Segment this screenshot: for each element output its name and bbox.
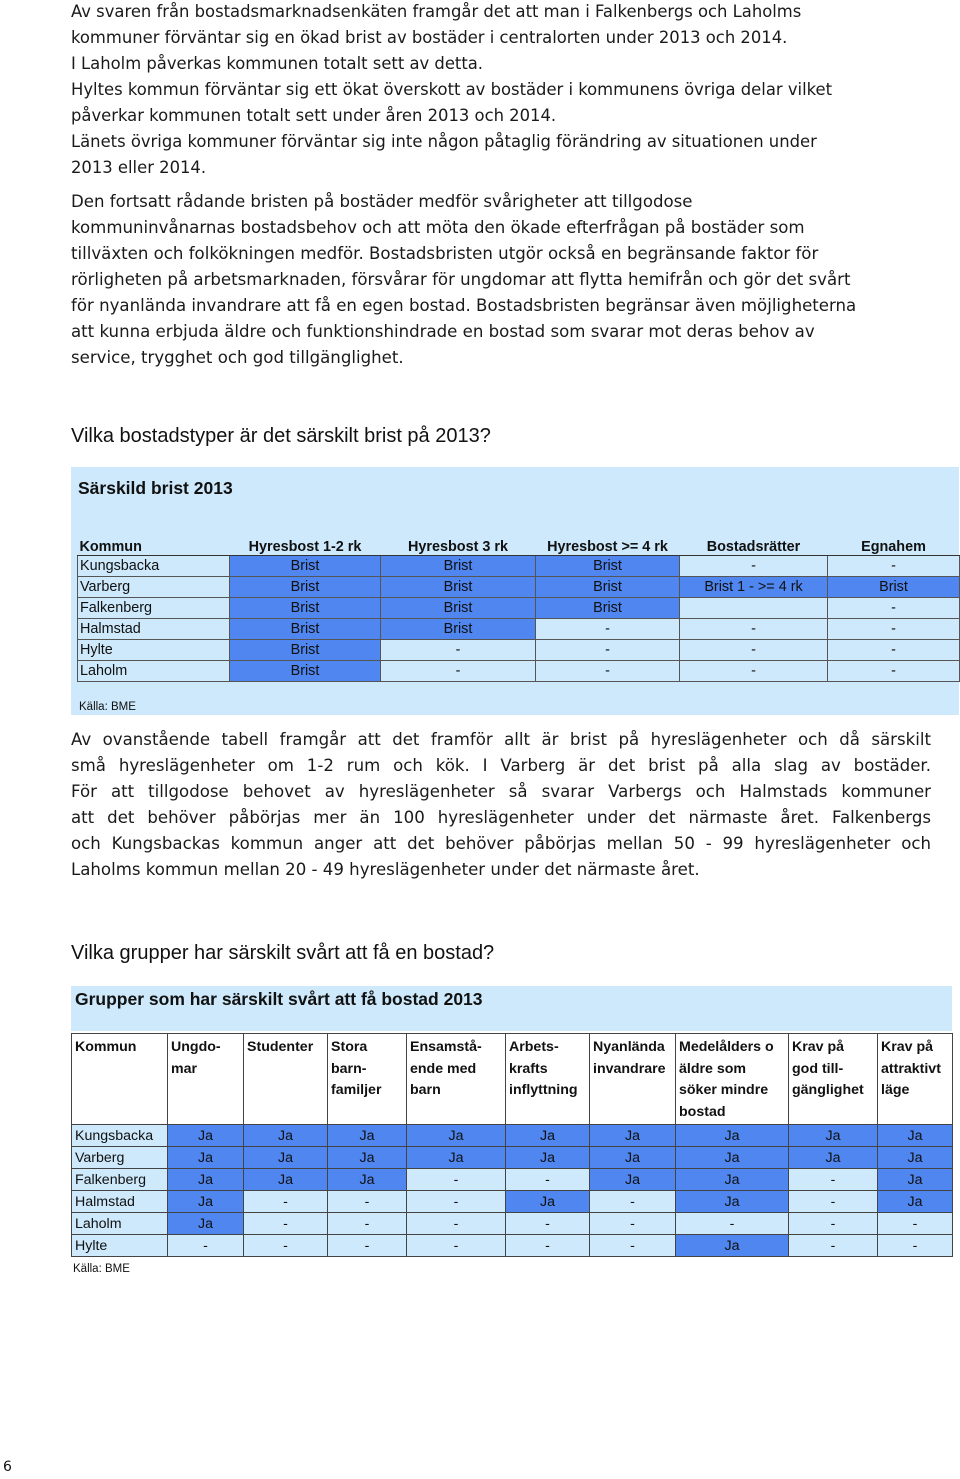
groups-table [71,1033,953,1257]
table2-cell: - [590,1213,676,1235]
table1-cell: Brist [381,577,536,598]
table2-cell: - [878,1213,953,1235]
text-line: att kunna erbjuda äldre och funktionshindrade en bostad som svarar mot deras behov av [71,322,815,341]
table2-cell: - [407,1169,506,1191]
table2-header-cell: Kommun [72,1034,168,1125]
text-line: kommuninvånarnas bostadsbehov och att möta den ökade efterfrågan på bostäder som [71,218,805,237]
table2-source: Källa: BME [73,1263,130,1275]
text-line: tillväxten och folkökningen medför. Bostadsbristen utgör också en begränsande faktor för [71,244,819,263]
table-row [78,577,960,598]
table2-cell: - [328,1191,407,1213]
table-row [72,1235,953,1257]
table1-cell [680,598,828,619]
kommun-cell: Varberg [78,577,230,598]
table1-cell: - [828,640,960,661]
table2-cell: - [506,1213,590,1235]
kommun-cell: Kungsbacka [72,1125,168,1147]
table2-cell: Ja [328,1125,407,1147]
table2-cell: - [676,1213,789,1235]
analysis-paragraph [71,727,931,883]
table1-header-cell: Egnahem [828,517,960,556]
kommun-cell: Falkenberg [78,598,230,619]
table2-header-cell: Stora barn- familjer [328,1034,407,1125]
table1-cell: - [536,661,680,682]
table2-cell: Ja [407,1125,506,1147]
table2-cell: Ja [506,1125,590,1147]
table1-cell: Brist [828,577,960,598]
table1-cell: - [828,619,960,640]
table1-cell: - [381,640,536,661]
table2-title: Grupper som har särskilt svårt att få bostad 2013 [75,989,483,1009]
table-row [72,1147,953,1169]
table2-cell: - [789,1213,878,1235]
shortage-table [77,517,960,682]
table2-cell: - [328,1235,407,1257]
table-row [78,661,960,682]
housing-shortage-paragraph [71,189,931,371]
table2-cell: Ja [328,1147,407,1169]
table1-cell: - [828,556,960,577]
question-groups: Vilka grupper har särskilt svårt att få en bostad? [71,942,495,964]
table2-cell: Ja [244,1125,328,1147]
table2-cell: Ja [244,1147,328,1169]
table2-cell: Ja [878,1191,953,1213]
table2-cell: Ja [590,1125,676,1147]
table2-cell: Ja [168,1191,244,1213]
table1-cell: Brist [536,598,680,619]
table1-title: Särskild brist 2013 [78,478,233,498]
table1-header-cell: Hyresbost 1-2 rk [230,517,381,556]
kommun-cell: Kungsbacka [78,556,230,577]
table2-header-cell: Studenter [244,1034,328,1125]
table1-cell: - [828,598,960,619]
table1-cell: - [680,619,828,640]
text-line: För att tillgodose behovet av hyreslägenheter så svarar Varbergs och Halmstads kommuner [71,782,931,801]
table2-cell: - [506,1169,590,1191]
table2-cell: - [506,1235,590,1257]
table1-cell: Brist [230,661,381,682]
table1-cell: - [536,640,680,661]
table2-cell: Ja [878,1147,953,1169]
text-line: Laholms kommun mellan 20 - 49 hyreslägenheter under det närmaste året. [71,860,700,879]
table2-cell: - [789,1235,878,1257]
table1-cell: - [536,619,680,640]
text-line: Hyltes kommun förväntar sig ett ökat överskott av bostäder i kommunens övriga delar vilket [71,80,833,99]
kommun-cell: Laholm [78,661,230,682]
table2-header-cell: Ungdo- mar [168,1034,244,1125]
table2-cell: - [407,1235,506,1257]
table2-cell: Ja [676,1235,789,1257]
kommun-cell: Falkenberg [72,1169,168,1191]
table1-cell: Brist [230,640,381,661]
table2-cell: Ja [168,1125,244,1147]
table-row [72,1191,953,1213]
kommun-cell: Halmstad [78,619,230,640]
table1-cell: - [381,661,536,682]
text-line: påverkar kommunen totalt sett under åren 2013 och 2014. [71,106,557,125]
page-number: 6 [3,1459,12,1475]
text-line: 2013 eller 2014. [71,158,207,177]
table2-cell: Ja [789,1125,878,1147]
table1-cell: - [828,661,960,682]
table2-cell: Ja [676,1169,789,1191]
text-line: för nyanlända invandrare att få en egen bostad. Bostadsbristen begränsar även möjligheterna [71,296,857,315]
table1-cell: Brist [381,556,536,577]
table2-cell: - [789,1191,878,1213]
table1-cell: Brist [536,577,680,598]
table2-cell: Ja [676,1191,789,1213]
table1-cell: Brist [381,619,536,640]
text-line: att det behöver påbörjas mer än 100 hyreslägenheter under det närmaste året. Falkenbergs [71,808,931,827]
table2-cell: Ja [244,1169,328,1191]
kommun-cell: Laholm [72,1213,168,1235]
table1-cell: Brist [230,577,381,598]
kommun-cell: Hylte [72,1235,168,1257]
table2-header-cell: Krav på attraktivt läge [878,1034,953,1125]
intro-paragraph [71,0,931,181]
kommun-cell: Varberg [72,1147,168,1169]
table2-cell: Ja [789,1147,878,1169]
table2-cell: Ja [328,1169,407,1191]
table2-cell: Ja [407,1147,506,1169]
kommun-cell: Hylte [78,640,230,661]
table1-cell: - [680,556,828,577]
table-row [78,598,960,619]
table2-cell: - [590,1235,676,1257]
table2-cell: Ja [676,1125,789,1147]
table2-cell: - [168,1235,244,1257]
kommun-cell: Halmstad [72,1191,168,1213]
table2-cell: - [407,1213,506,1235]
table1-cell: Brist [536,556,680,577]
table-row [72,1125,953,1147]
table-row [72,1169,953,1191]
table1-cell: - [680,661,828,682]
table2-cell: - [878,1235,953,1257]
table2-cell: - [590,1191,676,1213]
text-line: kommuner förväntar sig en ökad brist av bostäder i centralorten under 2013 och 2014. [71,28,788,47]
text-line: rörligheten på arbetsmarknaden, försvårar för ungdomar att flytta hemifrån och gör det svårt [71,270,851,289]
table2-header-cell: Medelålders o äldre som söker mindre bostad [676,1034,789,1125]
table1-cell: Brist 1 - >= 4 rk [680,577,828,598]
question-housing-types: Vilka bostadstyper är det särskilt brist på 2013? [71,425,491,447]
table2-cell: Ja [676,1147,789,1169]
table1-header-cell: Bostadsrätter [680,517,828,556]
table1-header-cell: Hyresbost 3 rk [381,517,536,556]
table1-cell: Brist [230,598,381,619]
table2-cell: Ja [168,1213,244,1235]
text-line: I Laholm påverkas kommunen totalt sett av detta. [71,54,484,73]
table2-cell: Ja [878,1125,953,1147]
table1-header-cell: Hyresbost >= 4 rk [536,517,680,556]
table2-cell: - [407,1191,506,1213]
table1-cell: Brist [230,619,381,640]
table2-header-cell: Arbets- krafts inflyttning [506,1034,590,1125]
table-row [78,619,960,640]
table2-header-cell: Krav på god till- gänglighet [789,1034,878,1125]
text-line: Av svaren från bostadsmarknadsenkäten framgår det att man i Falkenbergs och Laholms [71,2,802,21]
table2-cell: Ja [168,1147,244,1169]
text-line: Av ovanstående tabell framgår att det framför allt är brist på hyreslägenheter och då särskilt [71,730,931,749]
table-row [72,1213,953,1235]
table2-cell: Ja [590,1147,676,1169]
text-line: Den fortsatt rådande bristen på bostäder medför svårigheter att tillgodose [71,192,693,211]
table-row [78,640,960,661]
table1-source: Källa: BME [79,701,136,713]
text-line: och Kungsbackas kommun anger att det behöver påbörjas mellan 50 - 99 hyreslägenheter och [71,834,931,853]
table2-cell: - [328,1213,407,1235]
table2-cell: Ja [506,1147,590,1169]
table2-cell: - [244,1235,328,1257]
table2-cell: - [789,1169,878,1191]
table2-cell: Ja [168,1169,244,1191]
table1-cell: Brist [381,598,536,619]
text-line: service, trygghet och god tillgänglighet. [71,348,404,367]
table2-cell: Ja [878,1169,953,1191]
table1-cell: Brist [230,556,381,577]
table2-cell: - [244,1191,328,1213]
text-line: små hyreslägenheter om 1-2 rum och kök. I Varberg är det brist på alla slag av bostäder. [71,756,931,775]
table1-cell: - [680,640,828,661]
table-row [78,556,960,577]
table2-cell: - [244,1213,328,1235]
table2-cell: Ja [590,1169,676,1191]
table2-header-cell: Nyanlända invandrare [590,1034,676,1125]
table2-header-cell: Ensamstå- ende med barn [407,1034,506,1125]
table2-cell: Ja [506,1191,590,1213]
table1-header-cell: Kommun [78,517,230,556]
text-line: Länets övriga kommuner förväntar sig inte någon påtaglig förändring av situationen under [71,132,817,151]
